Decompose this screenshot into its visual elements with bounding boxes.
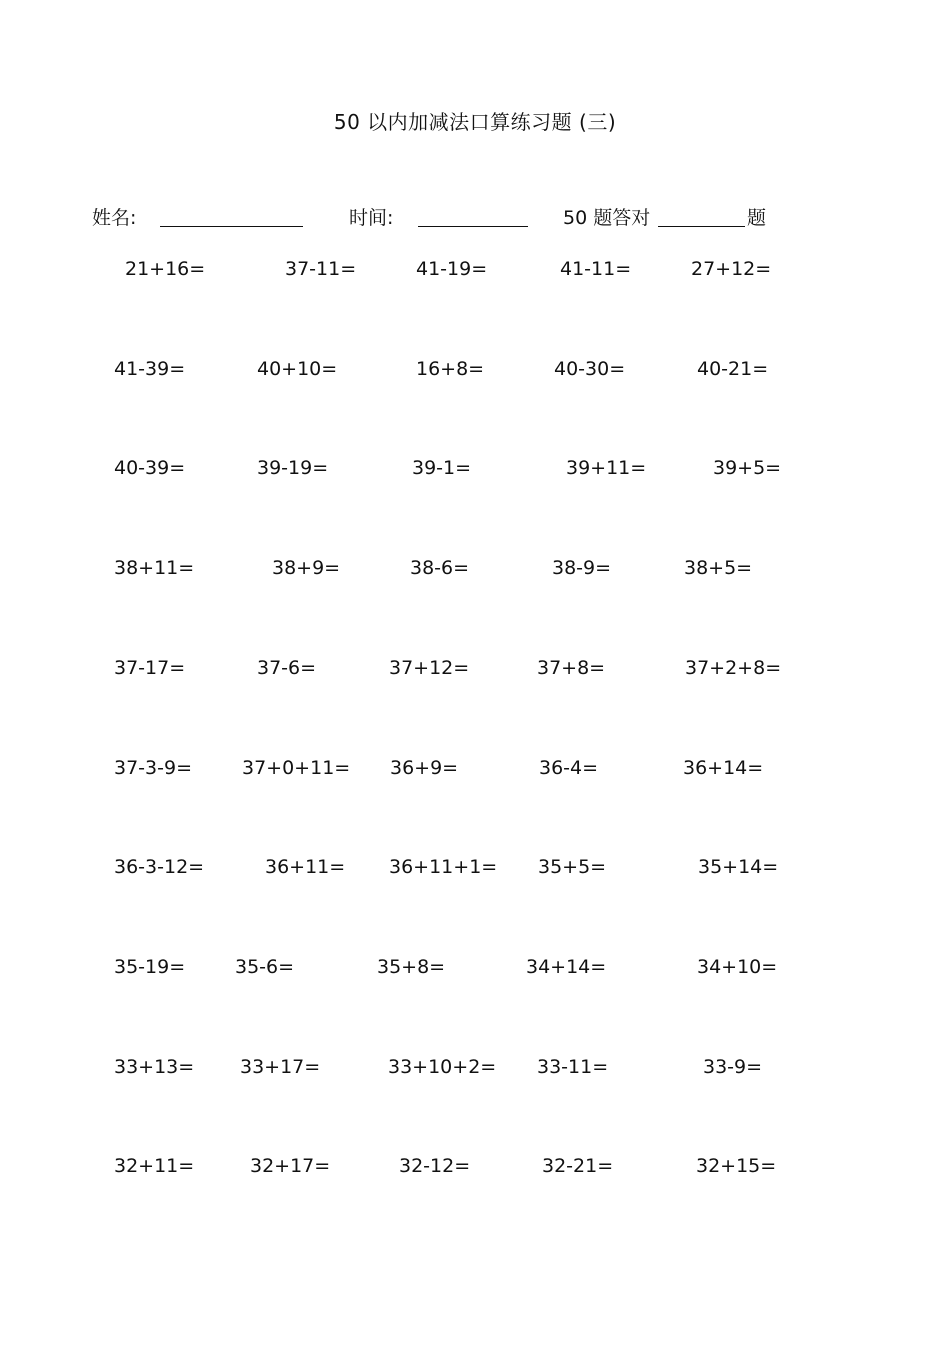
name-blank[interactable] xyxy=(160,226,303,227)
problem-r7-c4: 35+5= xyxy=(538,856,607,878)
problem-r6-c3: 36+9= xyxy=(390,757,459,779)
problem-r4-c1: 38+11= xyxy=(114,557,195,579)
problem-r7-c2: 36+11= xyxy=(265,856,346,878)
problem-r10-c1: 32+11= xyxy=(114,1155,195,1177)
problem-r1-c5: 27+12= xyxy=(691,258,772,280)
problem-r2-c1: 41-39= xyxy=(114,358,186,380)
score-label: 50 题答对 xyxy=(563,207,651,229)
problem-r10-c3: 32-12= xyxy=(399,1155,471,1177)
score-suffix: 题 xyxy=(747,207,767,229)
problem-r5-c4: 37+8= xyxy=(537,657,606,679)
problem-r1-c1: 21+16= xyxy=(125,258,206,280)
name-label: 姓名: xyxy=(92,207,137,229)
problem-r10-c5: 32+15= xyxy=(696,1155,777,1177)
problem-r4-c4: 38-9= xyxy=(552,557,612,579)
problem-r10-c4: 32-21= xyxy=(542,1155,614,1177)
problem-r8-c1: 35-19= xyxy=(114,956,186,978)
problem-r5-c3: 37+12= xyxy=(389,657,470,679)
problem-r9-c3: 33+10+2= xyxy=(388,1056,497,1078)
problem-r8-c4: 34+14= xyxy=(526,956,607,978)
problem-r9-c4: 33-11= xyxy=(537,1056,609,1078)
problem-r6-c4: 36-4= xyxy=(539,757,599,779)
worksheet-title: 50 以内加减法口算练习题 (三) xyxy=(333,110,617,134)
problem-r2-c2: 40+10= xyxy=(257,358,338,380)
problem-r3-c5: 39+5= xyxy=(713,457,782,479)
problem-r9-c1: 33+13= xyxy=(114,1056,195,1078)
problem-r2-c5: 40-21= xyxy=(697,358,769,380)
problem-r3-c1: 40-39= xyxy=(114,457,186,479)
problem-r3-c3: 39-1= xyxy=(412,457,472,479)
problem-r5-c5: 37+2+8= xyxy=(685,657,782,679)
problem-r1-c3: 41-19= xyxy=(416,258,488,280)
problem-r1-c4: 41-11= xyxy=(560,258,632,280)
time-label: 时间: xyxy=(349,207,394,229)
problem-r2-c4: 40-30= xyxy=(554,358,626,380)
problem-r6-c5: 36+14= xyxy=(683,757,764,779)
problem-r9-c2: 33+17= xyxy=(240,1056,321,1078)
problem-r6-c2: 37+0+11= xyxy=(242,757,351,779)
problem-r8-c3: 35+8= xyxy=(377,956,446,978)
problem-r3-c2: 39-19= xyxy=(257,457,329,479)
problem-r7-c3: 36+11+1= xyxy=(389,856,498,878)
problem-r8-c5: 34+10= xyxy=(697,956,778,978)
problem-r10-c2: 32+17= xyxy=(250,1155,331,1177)
problem-r7-c5: 35+14= xyxy=(698,856,779,878)
problem-r3-c4: 39+11= xyxy=(566,457,647,479)
problem-r8-c2: 35-6= xyxy=(235,956,295,978)
time-blank[interactable] xyxy=(418,226,528,227)
problem-r2-c3: 16+8= xyxy=(416,358,485,380)
problem-r5-c2: 37-6= xyxy=(257,657,317,679)
problem-r5-c1: 37-17= xyxy=(114,657,186,679)
problem-r4-c5: 38+5= xyxy=(684,557,753,579)
problem-r9-c5: 33-9= xyxy=(703,1056,763,1078)
problem-r4-c3: 38-6= xyxy=(410,557,470,579)
problem-r1-c2: 37-11= xyxy=(285,258,357,280)
problem-r6-c1: 37-3-9= xyxy=(114,757,192,779)
score-blank[interactable] xyxy=(658,226,745,227)
problem-r7-c1: 36-3-12= xyxy=(114,856,205,878)
problem-r4-c2: 38+9= xyxy=(272,557,341,579)
